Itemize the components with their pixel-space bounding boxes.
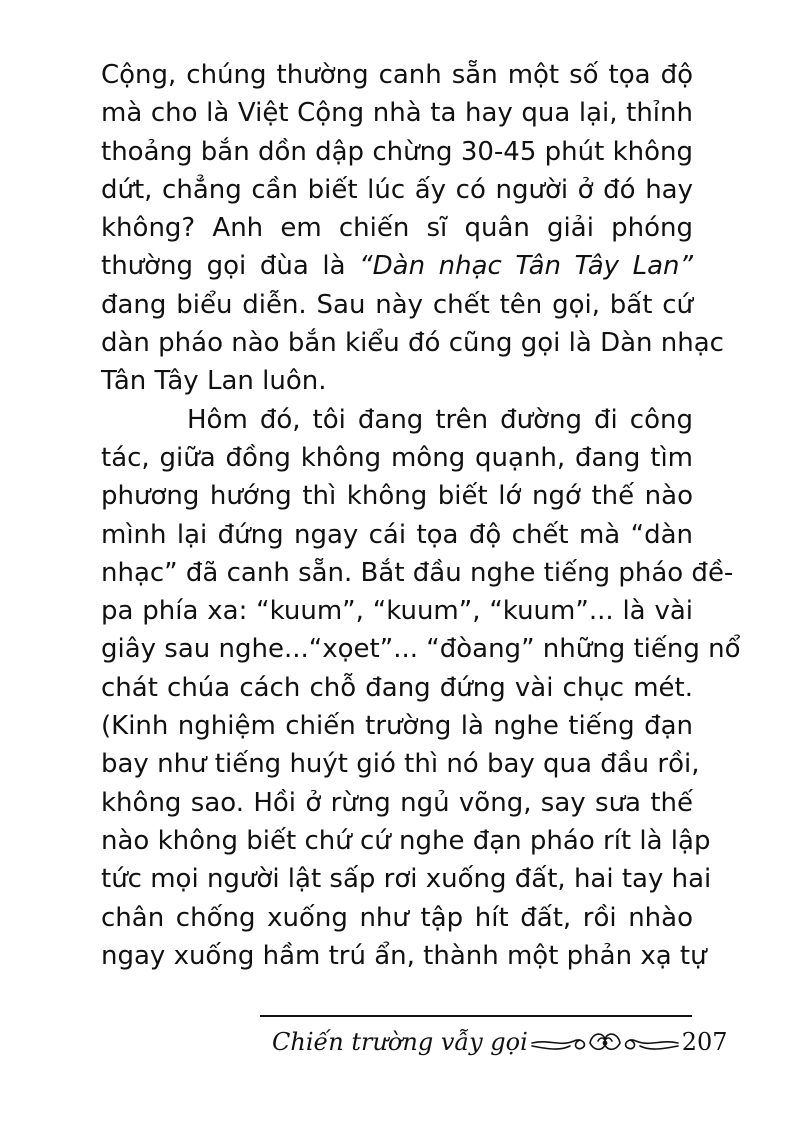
paragraph-2	[101, 401, 741, 975]
running-title: Chiến trường vẫy gọi	[272, 1028, 528, 1056]
text-line: nhạc” đã canh sẵn. Bắt đầu nghe tiếng pháo đề-	[101, 557, 734, 588]
text-line: giây sau nghe...“xọet”... “đòang” những tiếng nổ	[101, 634, 741, 665]
page-footer	[272, 1022, 728, 1062]
decorative-swirl-ornament-icon	[530, 1027, 680, 1057]
text-line: chân chống xuống như tập hít đất, rồi nhào	[101, 902, 693, 933]
text-fragment: thường gọi đùa là	[101, 251, 360, 282]
text-line: Tân Tây Lan luôn.	[101, 366, 327, 397]
text-line: tức mọi người lật sấp rơi xuống đất, hai tay hai	[101, 864, 712, 895]
text-line: (Kinh nghiệm chiến trường là nghe tiếng đạn	[101, 711, 693, 742]
text-line: pa phía xa: “kuum”, “kuum”, “kuum”... là vài	[101, 596, 693, 627]
body-text	[101, 56, 741, 975]
text-line: đang biểu diễn. Sau này chết tên gọi, bất cứ	[101, 289, 693, 320]
text-line: bay như tiếng huýt gió thì nó bay qua đầu rồi,	[101, 749, 700, 780]
footer-rule	[260, 1015, 692, 1017]
text-line: Cộng, chúng thường canh sẵn một số tọa độ	[101, 60, 693, 90]
italic-quote: “Dàn nhạc Tân Tây Lan”	[359, 251, 694, 282]
text-line	[101, 247, 693, 285]
text-line: không? Anh em chiến sĩ quân giải phóng	[101, 213, 693, 244]
text-line: dứt, chẳng cần biết lúc ấy có người ở đó hay	[101, 174, 693, 205]
text-line: không sao. Hồi ở rừng ngủ võng, say sưa thế	[101, 787, 693, 818]
text-line: ngay xuống hầm trú ẩn, thành một phản xạ tự	[101, 940, 707, 971]
text-line: tác, giữa đồng không mông quạnh, đang tìm	[101, 442, 693, 473]
text-line: Hôm đó, tôi đang trên đường đi công	[187, 404, 693, 435]
text-line: thoảng bắn dồn dập chừng 30-45 phút không	[101, 136, 693, 167]
text-line: phương hướng thì không biết lớ ngớ thế nào	[101, 481, 693, 512]
page-number: 207	[681, 1028, 728, 1056]
text-line: nào không biết chứ cứ nghe đạn pháo rít là lập	[101, 825, 711, 856]
text-line: mà cho là Việt Cộng nhà ta hay qua lại, thỉnh	[101, 98, 693, 129]
text-line: dàn pháo nào bắn kiểu đó cũng gọi là Dàn nhạc	[101, 328, 724, 359]
text-line: chát chúa cách chỗ đang đứng vài chục mét.	[101, 672, 693, 703]
text-line: mình lại đứng ngay cái tọa độ chết mà “dàn	[101, 519, 693, 550]
paragraph-1	[101, 56, 724, 401]
